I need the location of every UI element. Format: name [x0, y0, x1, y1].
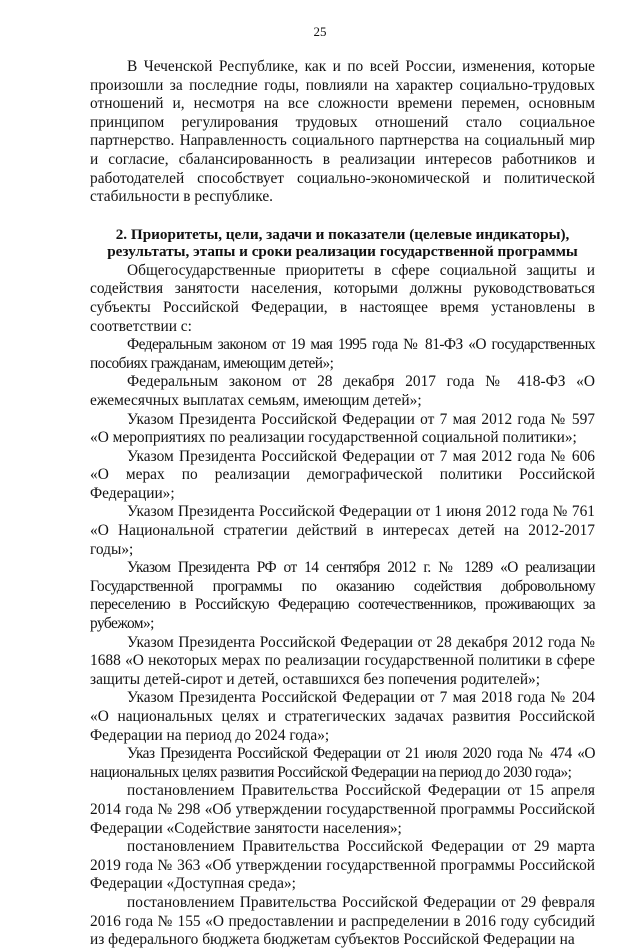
legal-act-item: Указом Президента Российской Федерации от 7 мая 2018 года № 204 «О национальных целях и стратегических задачах развития Российской Федерации на период до 2024 года»; — [90, 689, 595, 744]
legal-act-item: Федеральным законом от 19 мая 1995 года № 81-ФЗ «О государственных пособиях гражданам, имеющим детей»; — [90, 336, 595, 372]
section-heading-line-2: результаты, этапы и сроки реализации государственной программы — [107, 242, 578, 260]
legal-act-item: постановлением Правительства Российской Федерации от 15 апреля 2014 года № 298 «Об утверждении государственной программы Российской Федерации «Содействие занятости населения»; — [90, 782, 595, 837]
page-number: 25 — [313, 24, 327, 39]
legal-act-item: Указом Президента Российской Федерации от 7 мая 2012 года № 606 «О мерах по реализации демографической политики Российской Федерации»; — [90, 447, 595, 502]
section-heading — [90, 226, 595, 260]
legal-act-item: постановлением Правительства Российской Федерации от 29 марта 2019 года № 363 «Об утверждении государственной программы Российской Федерации «Доступная среда»; — [90, 838, 595, 893]
legal-act-item: Указом Президента РФ от 14 сентября 2012 г. № 1289 «О реализации Государственной программы по оказанию содействия добровольному переселению в Российскую Федерацию соотечественников, проживающих за рубежом»; — [90, 559, 595, 633]
legal-act-item: Указ Президента Российской Федерации от 21 июля 2020 года № 474 «О национальных целях развития Российской Федерации на период до 2030 года»; — [90, 745, 595, 781]
intro-paragraph: В Чеченской Республике, как и по всей России, изменения, которые произошли за последние годы, повлияли на характер социально-трудовых отношений и, несмотря на все сложности времени перемен, основным принципом регулирования трудовых отношений стало социальное партнерство. Направленность социального партнерства на социальный мир и согласие, сбалансированность в реализации интересов работников и работодателей способствует социально-экономической и политической стабильности в республике. — [90, 58, 595, 206]
legal-act-item: Федеральным законом от 28 декабря 2017 года № 418-ФЗ «О ежемесячных выплатах семьям, имеющим детей»; — [90, 373, 595, 409]
document-body — [90, 58, 595, 950]
legal-act-item: Указом Президента Российской Федерации от 7 мая 2012 года № 597 «О мероприятиях по реализации государственной социальной политики»; — [90, 410, 595, 447]
legal-act-item: Указом Президента Российской Федерации от 1 июня 2012 года № 761 «О Национальной стратегии действий в интересах детей на 2012-2017 годы»; — [90, 503, 595, 558]
legal-act-item: Указом Президента Российской Федерации от 28 декабря 2012 года № 1688 «О некоторых мерах по реализации государственной политики в сфере защиты детей-сирот и детей, оставшихся без попечения родителей»; — [90, 633, 595, 688]
section-heading-line-1: 2. Приоритеты, цели, задачи и показатели (целевые индикаторы), — [115, 225, 570, 243]
lead-paragraph: Общегосударственные приоритеты в сфере социальной защиты и содействия занятости населения, которыми должны руководствоваться субъекты Российской Федерации, в настоящее время установлены в соответствии с: — [90, 261, 595, 335]
legal-act-item: постановлением Правительства Российской Федерации от 29 февраля 2016 года № 155 «О предоставлении и распределении в 2016 году субсидий из федерального бюджета бюджетам субъектов Российской Федерации на — [90, 893, 595, 949]
